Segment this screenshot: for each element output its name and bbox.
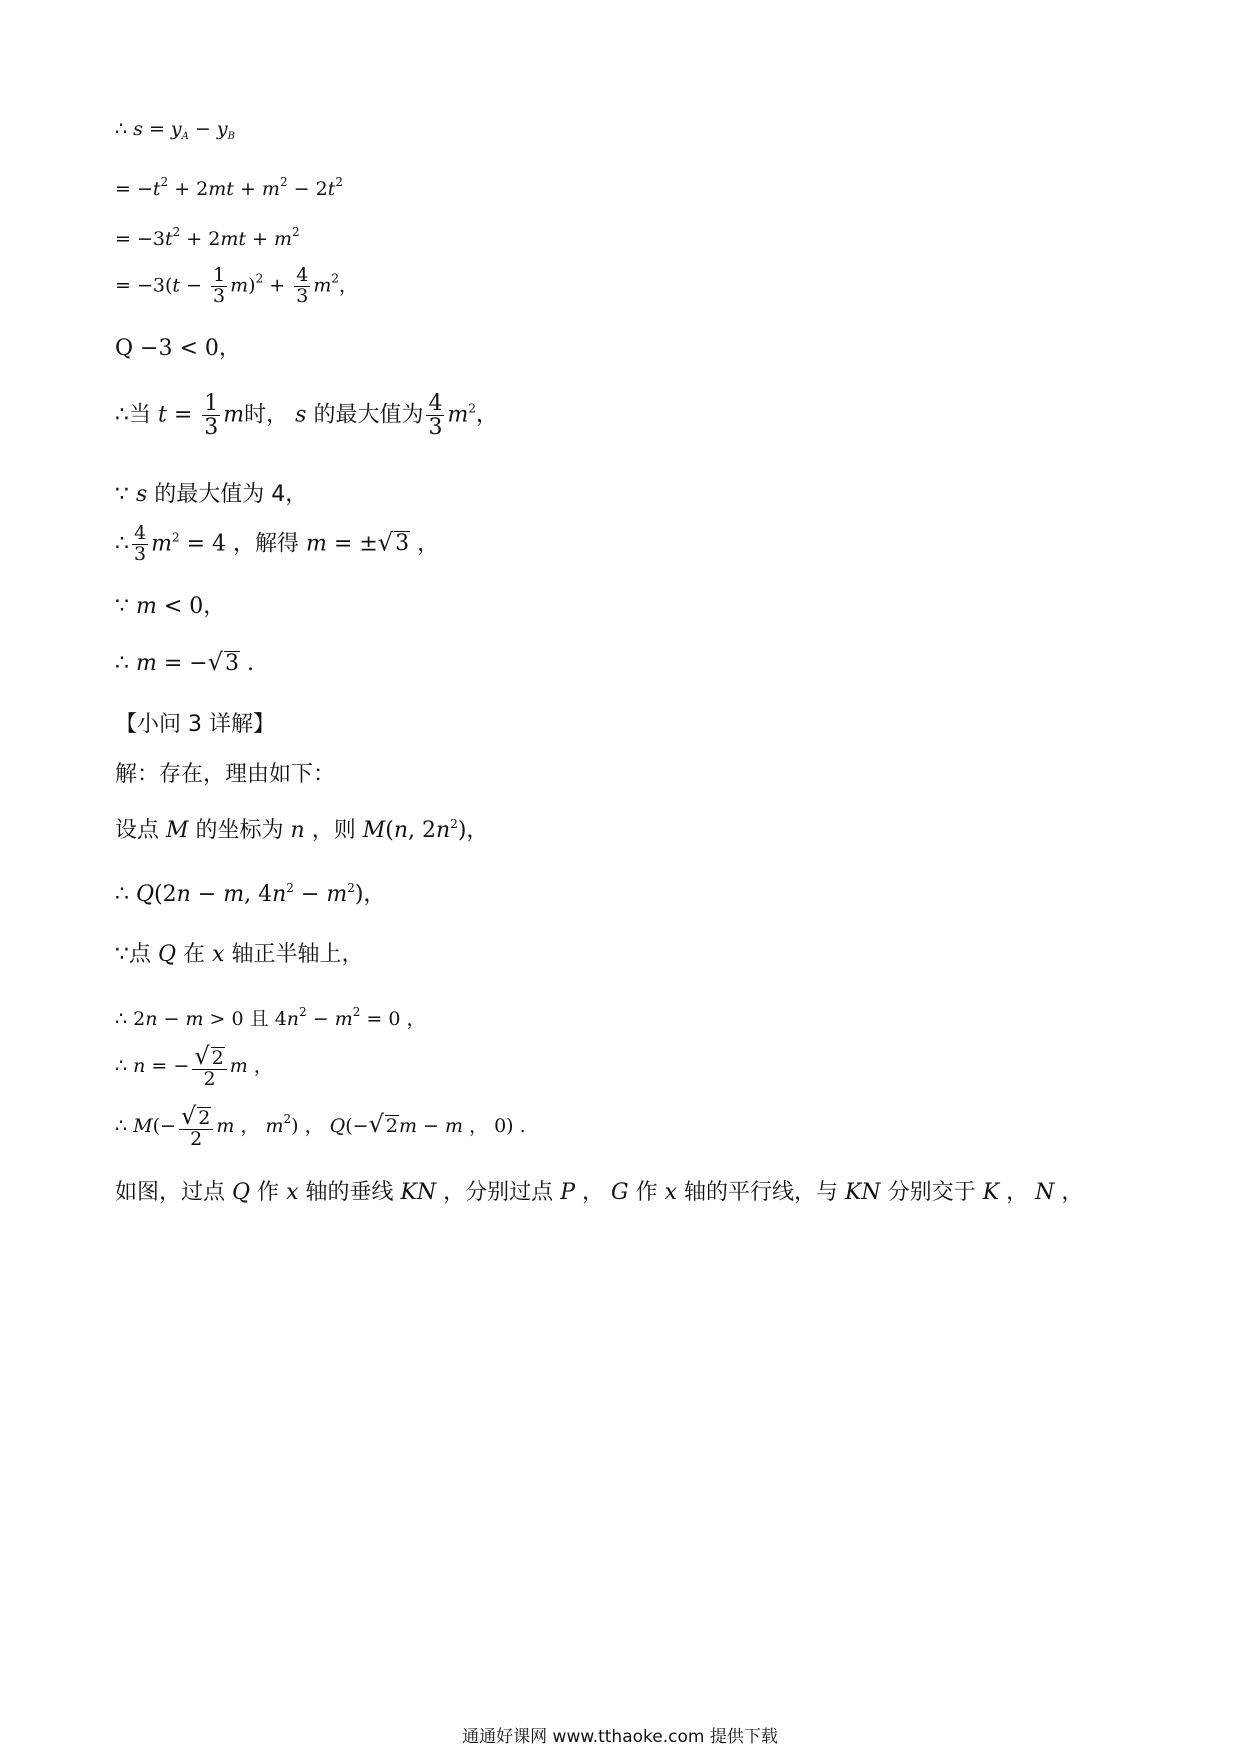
solution-line: ∵ m < 0， [115, 594, 226, 619]
page-footer: 通通好课网 www.tthaoke.com 提供下载 [462, 1727, 778, 1747]
solution-line: ∴ $\frac{4}{3}$ $m^2 = 4$ ，解得 m = ±√3 ， [115, 522, 440, 565]
section-heading: 【小问 3 详解】 [115, 712, 275, 737]
solution-line: 解：存在，理由如下： [115, 762, 336, 787]
solution-line: Q −3 < 0， [115, 336, 241, 361]
solution-line: ∴ $s = y_A - y_B$ [115, 118, 235, 142]
solution-line: ∴ m = −√3 . [115, 648, 255, 676]
solution-line: ∴ M(− $\frac{√ 2}{2}$ m ， $m^2$) ， Q(−√ 2m − m ， 0) . [115, 1102, 526, 1151]
solution-line: ∵点 Q 在 x 轴正半轴上， [115, 942, 364, 967]
solution-line: ∴ n = − $\frac{√ 2}{2}$ m ， [115, 1042, 273, 1091]
solution-line: 如图，过点 Q 作 x 轴的垂线 KN ，分别过点 P ， G 作 x 轴的平行线，与 KN 分别交于 K ， N ， [115, 1180, 1084, 1205]
solution-line: = −3(t − $\frac{1}{3}$ m)$^2$ + $\frac{4}{3}$ $m^2$， [115, 264, 358, 307]
solution-line: = $-3t^2 + 2mt + m^2$ [115, 225, 300, 250]
solution-line: ∵ s 的最大值为 4， [115, 482, 308, 507]
solution-line: 设点 M 的坐标为 n ，则 M(n, $2n^2$)， [115, 817, 489, 843]
solution-line: ∴ 2n − m > 0 且 $4n^2 - m^2 = 0$ ， [115, 1005, 426, 1030]
solution-line: = $-t^2 + 2mt + m^2 - 2t^2$ [115, 175, 343, 200]
solution-line: ∴当 t = $\frac{1}{3}$ m时， s 的最大值为 $\frac{4}{3}$ $m^2$， [115, 391, 498, 441]
solution-line: ∴ Q(2n − m, $4n^2 - m^2$)， [115, 881, 386, 907]
